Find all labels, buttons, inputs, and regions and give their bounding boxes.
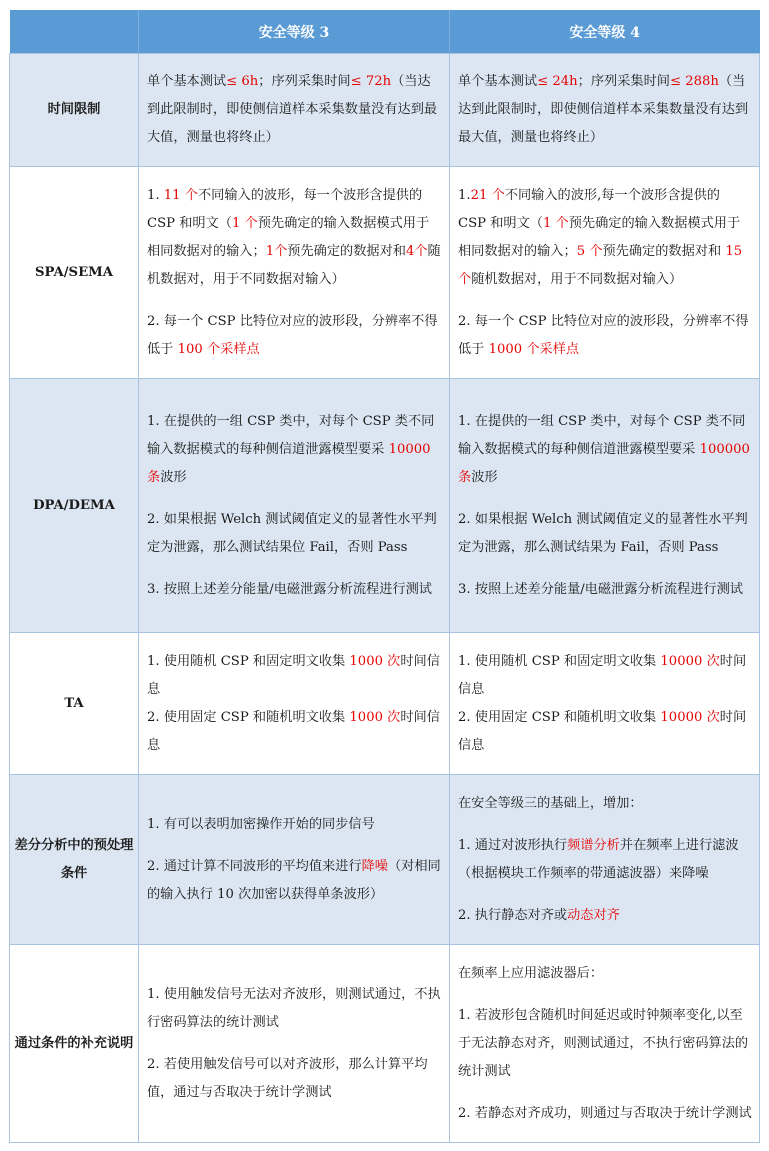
row-ta <box>10 633 760 775</box>
text-run: 1. 有可以表明加密操作开始的同步信号 <box>147 816 375 832</box>
cell-paragraph <box>147 68 442 152</box>
level3-cell <box>139 775 450 945</box>
level3-cell <box>139 633 450 775</box>
highlighted-value: 15 个 <box>458 243 743 287</box>
text-run: 2. 如果根据 Welch 测试阈值定义的显著性水平判定为泄露，那么测试结果为 Fail，否则 Pass <box>458 511 748 555</box>
text-run: 3. 按照上述差分能量/电磁泄露分析流程进行测试 <box>147 581 432 597</box>
text-run: 2. 若使用触发信号可以对齐波形，那么计算平均值，通过与否取决于统计学测试 <box>147 1056 428 1100</box>
text-run: 1. <box>147 187 164 203</box>
text-run: 单个基本测试 <box>458 74 538 89</box>
highlighted-value: 1 个 <box>231 215 258 231</box>
header-row <box>10 10 760 54</box>
text-run: 随机数据对，用于不同数据对输入） <box>471 271 683 287</box>
highlighted-value: ≤ 24h <box>537 74 578 89</box>
text-run: 1. <box>458 187 471 203</box>
text-run: 在安全等级三的基础上，增加： <box>458 795 643 811</box>
row-label: 通过条件的补充说明 <box>10 945 139 1143</box>
text-run: 3. 按照上述差分能量/电磁泄露分析流程进行测试 <box>458 581 743 597</box>
text-run: 预先确定的输入数据模式用于相同数据对的输入； <box>458 215 741 259</box>
text-run: 1. 在提供的一组 CSP 类中，对每个 CSP 类不同输入数据模式的每种侧信道泄露模型要采 <box>147 413 435 457</box>
highlighted-value: 1个 <box>265 243 288 259</box>
text-run: 2. 使用固定 CSP 和随机明文收集 <box>147 709 350 725</box>
cell-paragraph <box>458 1002 752 1086</box>
cell-paragraph <box>147 408 442 492</box>
text-run: 单个基本测试 <box>147 74 227 89</box>
highlighted-value: ≤ 6h <box>226 74 259 89</box>
cell-paragraph <box>147 981 442 1037</box>
highlighted-value: 10000 次 <box>660 653 720 669</box>
text-run: 2. 如果根据 Welch 测试阈值定义的显著性水平判定为泄露，那么测试结果位 Fail，否则 Pass <box>147 511 437 555</box>
text-run: 不同输入的波形,每一个波形含提供的 CSP 和明文（ <box>458 187 720 231</box>
highlighted-value: 频谱分析 <box>567 837 620 853</box>
text-run: 时间信息 <box>458 709 747 753</box>
cell-paragraph <box>147 182 442 294</box>
cell-paragraph <box>147 308 442 364</box>
cell-paragraph <box>458 576 752 604</box>
text-run: 1. 使用随机 CSP 和固定明文收集 <box>147 653 350 669</box>
row-preprocessing-conditions <box>10 775 760 945</box>
level4-cell <box>450 379 760 633</box>
row-dpa-dema <box>10 379 760 633</box>
highlighted-value: 10000 次 <box>660 709 720 725</box>
row-label: TA <box>10 633 139 775</box>
highlighted-value: 11 个 <box>163 187 198 203</box>
cell-paragraph <box>147 853 442 909</box>
level4-cell <box>450 633 760 775</box>
text-run: ；序列采集时间 <box>258 74 351 89</box>
text-run: 预先确定的输入数据模式用于相同数据对的输入； <box>147 215 430 259</box>
cell-paragraph <box>458 68 752 152</box>
highlighted-value: ≤ 288h <box>669 74 719 89</box>
cell-paragraph <box>458 308 752 364</box>
cell-paragraph <box>458 408 752 492</box>
text-run: （当达到此限制时，即使侧信道样本采集数量没有达到最大值，测量也将终止） <box>458 74 749 145</box>
text-run: 2. 每一个 CSP 比特位对应的波形段，分辨率不得低于 <box>458 313 749 357</box>
cell-paragraph <box>147 648 442 760</box>
cell-paragraph <box>147 1051 442 1107</box>
highlighted-value: 1000 次 <box>349 709 401 725</box>
cell-paragraph <box>458 648 752 760</box>
cell-paragraph <box>458 960 752 988</box>
text-run: 2. 通过计算不同波形的平均值来进行 <box>147 858 362 874</box>
row-label: DPA/DEMA <box>10 379 139 633</box>
highlighted-value: 100 个采样点 <box>177 341 260 357</box>
level3-cell <box>139 54 450 167</box>
level4-cell <box>450 945 760 1143</box>
level4-cell <box>450 775 760 945</box>
highlighted-value: 4个 <box>405 243 428 259</box>
text-run: 并在频率上进行滤波（根据模块工作频率的带通滤波器）来降噪 <box>458 837 739 881</box>
text-run: 2. 每一个 CSP 比特位对应的波形段，分辨率不得低于 <box>147 313 438 357</box>
text-run: 1. 在提供的一组 CSP 类中，对每个 CSP 类不同输入数据模式的每种侧信道泄露模型要采 <box>458 413 746 457</box>
text-run: 随机数据对，用于不同数据对输入） <box>147 243 441 287</box>
highlighted-value: 降噪 <box>361 858 388 874</box>
cell-paragraph <box>458 790 752 818</box>
highlighted-value: 10000 条 <box>147 441 431 485</box>
row-label: SPA/SEMA <box>10 167 139 379</box>
row-pass-condition-notes <box>10 945 760 1143</box>
level4-cell <box>450 54 760 167</box>
text-run: 时间信息 <box>147 653 440 697</box>
security-level-comparison-table <box>9 10 760 1143</box>
cell-paragraph <box>147 506 442 562</box>
highlighted-value: 100000 条 <box>458 441 750 485</box>
text-run: 2. 使用固定 CSP 和随机明文收集 <box>458 709 661 725</box>
highlighted-value: 5 个 <box>576 243 603 259</box>
text-run: 时间信息 <box>147 709 440 753</box>
cell-paragraph <box>458 182 752 294</box>
text-run: （当达到此限制时，即使侧信道样本采集数量没有达到最大值，测量也将终止） <box>147 74 438 145</box>
level3-cell <box>139 945 450 1143</box>
text-run: ；序列采集时间 <box>577 74 670 89</box>
text-run: 波形 <box>471 469 498 485</box>
text-run: 1. 使用触发信号无法对齐波形，则测试通过，不执行密码算法的统计测试 <box>147 986 441 1030</box>
text-run: 1. 若波形包含随机时间延迟或时钟频率变化,以至于无法静态对齐，则测试通过，不执行密码算法的统计测试 <box>458 1007 749 1079</box>
cell-paragraph <box>458 1100 752 1128</box>
text-run: 不同输入的波形，每一个波形含提供的 CSP 和明文（ <box>147 187 423 231</box>
highlighted-value: 动态对齐 <box>567 907 620 923</box>
row-time-limit <box>10 54 760 167</box>
highlighted-value: 1000 个采样点 <box>488 341 580 357</box>
cell-paragraph <box>458 832 752 888</box>
row-spa-sema <box>10 167 760 379</box>
text-run: 预先确定的数据对和 <box>287 243 406 259</box>
row-label: 差分分析中的预处理条件 <box>10 775 139 945</box>
cell-paragraph <box>147 576 442 604</box>
header-security-level-4: 安全等级 4 <box>450 10 760 54</box>
text-run: 1. 通过对波形执行 <box>458 837 568 853</box>
text-run: 预先确定的数据对和 <box>602 243 726 259</box>
level3-cell <box>139 379 450 633</box>
text-run: （对相同的输入执行 10 次加密以获得单条波形） <box>147 858 441 902</box>
text-run: 1. 使用随机 CSP 和固定明文收集 <box>458 653 661 669</box>
highlighted-value: 21 个 <box>470 187 505 203</box>
text-run: 在频率上应用滤波器后： <box>458 965 604 981</box>
text-run: 波形 <box>160 469 187 485</box>
header-blank-cell <box>10 10 139 54</box>
highlighted-value: ≤ 72h <box>350 74 392 89</box>
text-run: 2. 执行静态对齐或 <box>458 907 568 923</box>
row-label: 时间限制 <box>10 54 139 167</box>
cell-paragraph <box>458 506 752 562</box>
highlighted-value: 1 个 <box>542 215 569 231</box>
cell-paragraph <box>147 811 442 839</box>
highlighted-value: 1000 次 <box>349 653 401 669</box>
level3-cell <box>139 167 450 379</box>
level4-cell <box>450 167 760 379</box>
text-run: 2. 若静态对齐成功，则通过与否取决于统计学测试 <box>458 1105 752 1121</box>
cell-paragraph <box>458 902 752 930</box>
text-run: 时间信息 <box>458 653 747 697</box>
header-security-level-3: 安全等级 3 <box>139 10 450 54</box>
